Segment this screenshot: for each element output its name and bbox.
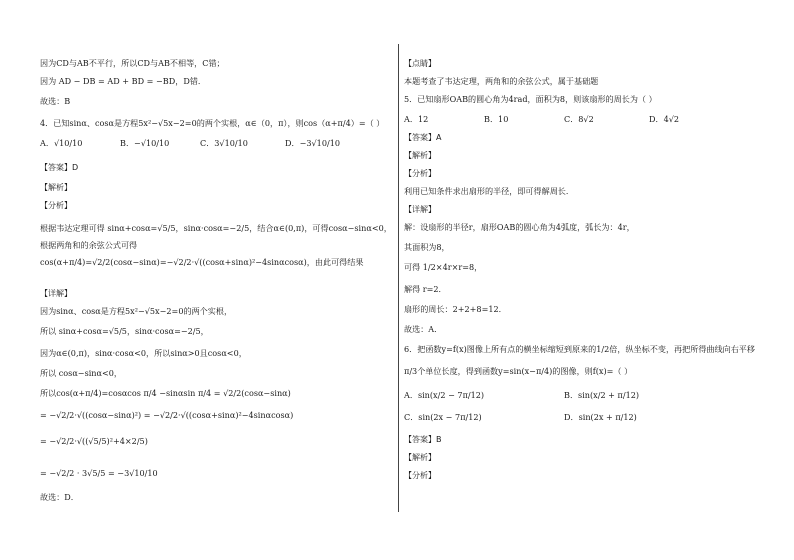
solution-line: 故选：A． (404, 324, 443, 334)
question-4: 4．已知sinα、cosα是方程5x²−√5x−2=0的两个实根，α∈（0，π），则cos（α+π/4）=（ ） (40, 118, 385, 128)
solution-line: 可得 1/2×4r×r=8， (404, 262, 483, 272)
solution-line: = −√2/2 · 3√5/5 = −3√10/10 (40, 468, 158, 478)
option-d: D．4√2 (649, 114, 680, 124)
option-b: B．10 (484, 114, 509, 124)
solution-line: = −√2/2·√((cosα−sinα)²) = −√2/2·√((cosα+sinα)²−4sinαcosα) (40, 410, 294, 420)
fenxi-label: 【分析】 (404, 471, 436, 480)
solution-line: 所以 cosα−sinα<0， (40, 368, 123, 378)
solution-line: 所以cos(α+π/4)=cosαcos π/4 −sinαsin π/4 = √2/2(cosα−sinα) (40, 388, 291, 398)
solution-line: 解得 r=2． (404, 284, 447, 294)
fenxi-text: 根据韦达定理可得 sinα+cosα=√5/5，sinα·cosα=−2/5，结合α∈(0,π)，可得cosα−sinα<0，根据两角和的余弦公式可得cos(α+π/4)=√2/2(cosα−sinα)=−√2/2·√((cosα+sinα)²−4sinαcosα)，由此可得结果 (40, 223, 392, 267)
text-line: 因为 AD − DB = AD + BD = −BD，D错． (40, 76, 207, 86)
dianjing-text: 本题考查了韦达定理，两角和的余弦公式，属于基础题 (404, 76, 599, 86)
question-6-line2: π/3个单位长度，得到函数y=sin(x−π/4)的图像，则f(x)=（ ） (404, 366, 633, 376)
solution-line: 因为sinα、cosα是方程5x²−√5x−2=0的两个实根， (40, 306, 233, 316)
option-d: D．−3√10/10 (285, 138, 340, 148)
analysis-label: 【解析】 (40, 183, 72, 192)
solution-line: 所以 sinα+cosα=√5/5，sinα·cosα=−2/5， (40, 326, 209, 336)
fenxi-text: 利用已知条件求出扇形的半径，即可得解周长． (404, 186, 574, 196)
option-b: B．sin(x/2 + π/12) (564, 390, 640, 400)
option-c: C．8√2 (564, 114, 594, 124)
dianjing-label: 【点睛】 (404, 59, 436, 68)
answer-label: 【答案】A (404, 133, 442, 142)
analysis-label: 【解析】 (404, 151, 436, 160)
column-divider (398, 44, 399, 512)
xiangjie-label: 【详解】 (404, 205, 436, 214)
solution-line: 因为α∈(0,π)，sinα·cosα<0，所以sinα>0且cosα<0， (40, 348, 247, 358)
text-line: 因为CD与AB不平行，所以CD与AB不相等，C错； (40, 58, 225, 68)
option-d: D．sin(2x + π/12) (564, 412, 637, 422)
fenxi-label: 【分析】 (40, 201, 72, 210)
question-5: 5．已知扇形OAB的圆心角为4rad，面积为8，则该扇形的周长为（ ） (404, 94, 657, 104)
solution-line: 解：设扇形的半径r，扇形OAB的圆心角为4弧度，弧长为：4r， (404, 222, 635, 232)
solution-line: 扇形的周长：2+2+8=12． (404, 304, 507, 314)
option-a: A．sin(x/2 − 7π/12) (404, 390, 485, 400)
solution-line: = −√2/2·√((√5/5)²+4×2/5) (40, 436, 148, 446)
fenxi-label: 【分析】 (404, 169, 436, 178)
analysis-label: 【解析】 (404, 453, 436, 462)
solution-line: 故选：D． (40, 492, 79, 502)
solution-line: 其面积为8， (404, 242, 450, 252)
option-b: B．−√10/10 (120, 138, 170, 148)
option-a: A．√10/10 (40, 138, 83, 148)
xiangjie-label: 【详解】 (40, 289, 72, 298)
option-c: C．sin(2x − 7π/12) (404, 412, 482, 422)
question-6-line1: 6．把函数y=f(x)图像上所有点的横坐标缩短到原来的1/2倍，纵坐标不变，再把所得曲线向右平移 (404, 344, 755, 354)
answer-label: 【答案】D (40, 163, 79, 172)
option-a: A．12 (404, 114, 429, 124)
text-line: 故选：B (40, 96, 71, 106)
option-c: C．3√10/10 (200, 138, 248, 148)
answer-label: 【答案】B (404, 435, 442, 444)
